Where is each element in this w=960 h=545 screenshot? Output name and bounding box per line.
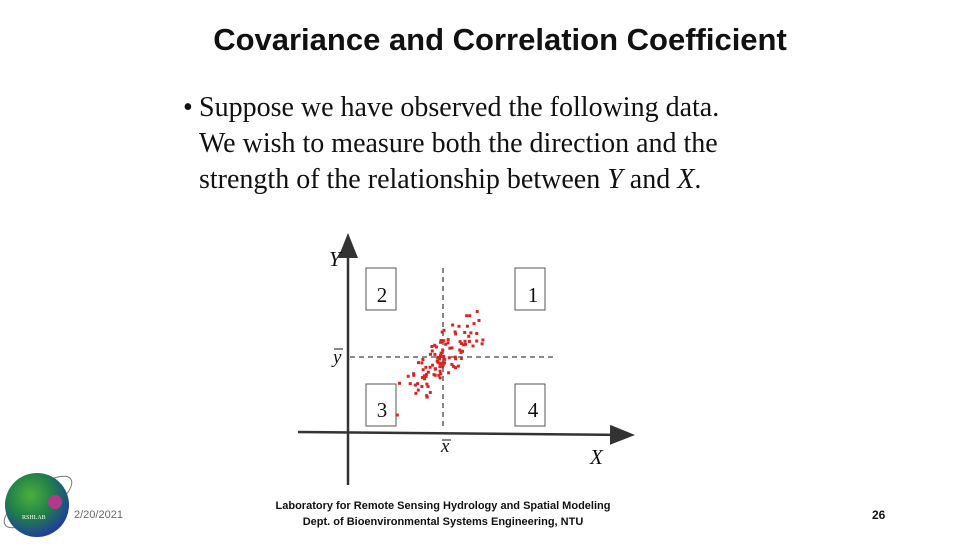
scatter-point [481,342,484,345]
scatter-point [452,365,455,368]
bullet-line-2: We wish to measure both the direction and the [199,128,718,159]
scatter-point [421,358,424,361]
scatter-point [464,340,467,343]
bullet-line-3-end: . [694,164,702,195]
bullet-line-3-mid: and [622,164,678,195]
scatter-point [440,340,443,343]
scatter-point [424,366,427,369]
scatter-point [417,389,420,392]
scatter-point [472,345,475,348]
scatter-points [396,310,485,417]
scatter-point [443,361,446,364]
scatter-point [430,345,433,348]
scatter-point [478,319,481,322]
scatter-point [476,310,479,313]
scatter-point [467,335,470,338]
scatter-point [461,350,464,353]
scatter-point [417,361,420,364]
footer-date: 2/20/2021 [74,509,123,521]
scatter-point [475,332,478,335]
scatter-point [442,339,445,342]
bullet-var-x: X [677,164,695,195]
scatter-point [481,339,484,342]
scatter-point [460,342,463,345]
scatter-point [420,361,423,364]
scatter-point [435,346,438,349]
scatter-point [429,391,432,394]
scatter-point [434,368,437,371]
scatter-point [468,340,471,343]
scatter-point [423,374,426,377]
scatter-point [439,376,442,379]
scatter-point [448,356,451,359]
scatter-point [433,353,436,356]
x-axis-label: X [590,445,603,469]
scatter-point [468,314,471,317]
scatter-point [466,325,469,328]
logo-text: RSHLAB [22,515,46,521]
scatter-point [433,373,436,376]
scatter-point [447,371,450,374]
quadrant-2-label: 2 [376,283,388,307]
scatter-point [454,356,457,359]
x-bar-label: x [441,436,450,457]
scatter-point [475,340,478,343]
scatter-point [438,365,441,368]
scatter-point [431,350,434,353]
scatter-point [469,331,472,334]
scatter-point [429,353,432,356]
scatter-point [463,331,466,334]
scatter-point [412,374,415,377]
y-bar-label: y [333,347,342,368]
scatter-point [439,372,442,375]
scatter-point [409,382,412,385]
scatter-point [451,324,454,327]
footer-lab-line-2: Dept. of Bioenvironmental Systems Engineering, NTU [302,516,584,528]
bullet-line-3-prefix: strength of the relationship between [199,164,608,195]
scatter-point [436,356,439,359]
scatter-point [443,358,446,361]
scatter-point [425,394,428,397]
scatter-point [442,355,445,358]
footer-lab-name [243,498,643,530]
bullet-var-y: Y [607,164,623,195]
scatter-point [396,414,399,417]
scatter-point [448,347,451,350]
scatter-point [414,384,417,387]
scatter-point [414,392,417,395]
slide-title: Covariance and Correlation Coefficient [213,22,787,57]
scatter-point [465,314,468,317]
scatter-point [458,325,461,328]
scatter-point [443,329,446,332]
scatter-point [427,385,430,388]
scatter-point [441,349,444,352]
scatter-point [460,357,463,360]
quadrant-4-label: 4 [527,398,539,422]
scatter-point [439,362,442,365]
scatter-point [447,341,450,344]
quadrant-3-label: 3 [376,398,388,422]
scatter-point [457,365,460,368]
scatter-point [464,343,467,346]
scatter-point [454,333,457,336]
scatter-point [429,366,432,369]
scatter-point [439,354,442,357]
footer-lab-line-1: Laboratory for Remote Sensing Hydrology and Spatial Modeling [275,500,611,512]
scatter-point [407,375,410,378]
bullet-line-1: Suppose we have observed the following data. [199,92,720,123]
scatter-point [439,370,442,373]
bullet-marker: • [183,92,193,123]
page-number: 26 [872,508,886,522]
scatter-point [398,382,401,385]
scatter-point [447,338,450,341]
scatter-point [422,368,425,371]
scatter-point [473,322,476,325]
scatter-point [420,385,423,388]
lab-logo [0,458,80,545]
y-axis-label: Y [329,247,341,271]
quadrant-1-label: 1 [527,283,539,307]
